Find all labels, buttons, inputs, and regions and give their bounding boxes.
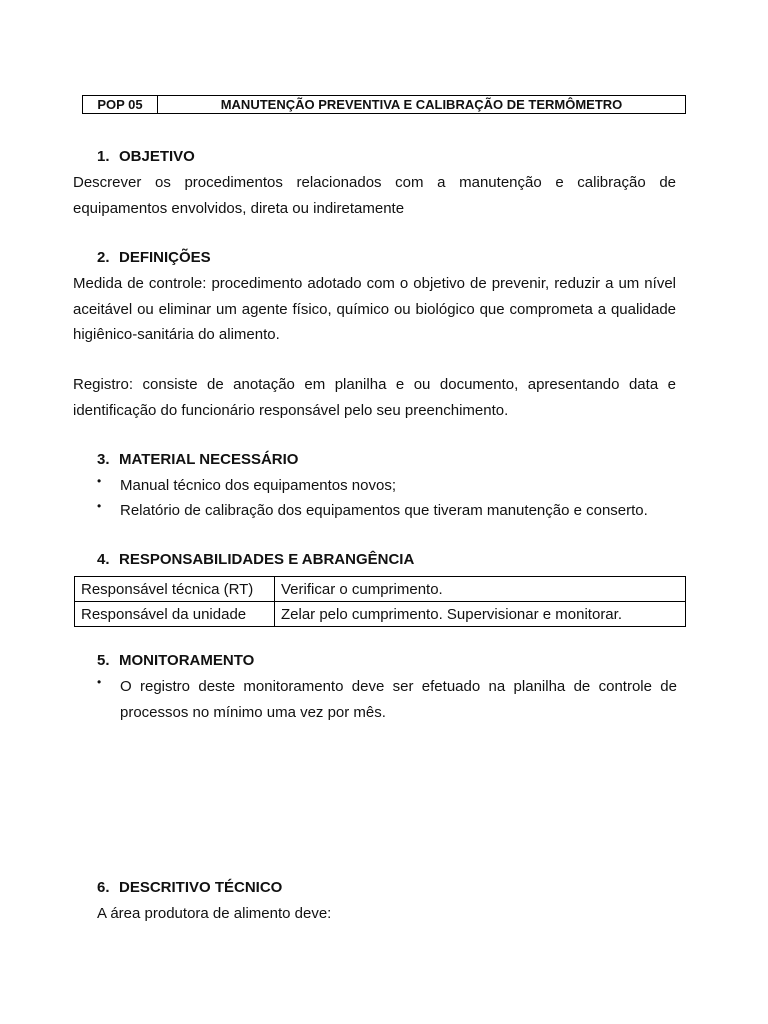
section-title: RESPONSABILIDADES E ABRANGÊNCIA [119, 551, 415, 568]
list-item [97, 498, 677, 524]
table-cell-role: Responsável da unidade [75, 602, 275, 627]
section-heading-monitoramento [97, 651, 254, 671]
bullet-icon: • [97, 499, 102, 513]
descritivo-paragraph: A área produtora de alimento deve: [97, 905, 332, 922]
document-title: MANUTENÇÃO PREVENTIVA E CALIBRAÇÃO DE TERMÔMETRO [220, 97, 623, 112]
objetivo-paragraph: Descrever os procedimentos relacionados com a manutenção e calibração de equipamentos envolvidos, direta ou indiretamente [73, 174, 676, 217]
list-item [97, 473, 677, 499]
section-heading-objetivo [97, 147, 195, 167]
table-cell-duty: Zelar pelo cumprimento. Supervisionar e monitorar. [275, 602, 686, 627]
bullet-icon: • [97, 474, 102, 488]
section-title: DESCRITIVO TÉCNICO [119, 879, 283, 896]
section-number: 5. [97, 652, 110, 669]
section-heading-definicoes [97, 248, 211, 268]
table-cell-duty: Verificar o cumprimento. [275, 577, 686, 602]
section-number: 2. [97, 249, 110, 266]
list-item [97, 674, 677, 725]
section-heading-descritivo [97, 878, 282, 898]
section-title: DEFINIÇÕES [119, 249, 211, 266]
table-cell-role: Responsável técnica (RT) [75, 577, 275, 602]
section-title: MATERIAL NECESSÁRIO [119, 451, 299, 468]
section-number: 3. [97, 451, 110, 468]
definicoes-paragraph-1: Medida de controle: procedimento adotado com o objetivo de prevenir, reduzir a um nível aceitável ou eliminar um agente físico, químico ou biológico que comprometa a qualidade higiênico-sanitária do alimento. [73, 275, 676, 343]
section-number: 1. [97, 148, 110, 165]
bullet-icon: • [97, 675, 102, 689]
section-number: 4. [97, 551, 110, 568]
list-item-text: Relatório de calibração dos equipamentos que tiveram manutenção e conserto. [120, 502, 648, 519]
list-item-text: O registro deste monitoramento deve ser efetuado na planilha de controle de processos no mínimo uma vez por mês. [120, 678, 677, 721]
procedure-code: POP 05 [83, 96, 158, 113]
section-heading-responsabilidades [97, 550, 414, 570]
responsibilities-table [74, 576, 686, 627]
section-title: OBJETIVO [119, 148, 195, 165]
section-number: 6. [97, 879, 110, 896]
list-item-text: Manual técnico dos equipamentos novos; [120, 477, 397, 494]
section-title: MONITORAMENTO [119, 652, 255, 669]
table-row [75, 602, 686, 627]
section-heading-material [97, 450, 298, 470]
table-row [75, 577, 686, 602]
definicoes-paragraph-2: Registro: consiste de anotação em planilha e ou documento, apresentando data e identificação do funcionário responsável pelo seu preenchimento. [73, 376, 676, 419]
document-header [82, 95, 686, 114]
